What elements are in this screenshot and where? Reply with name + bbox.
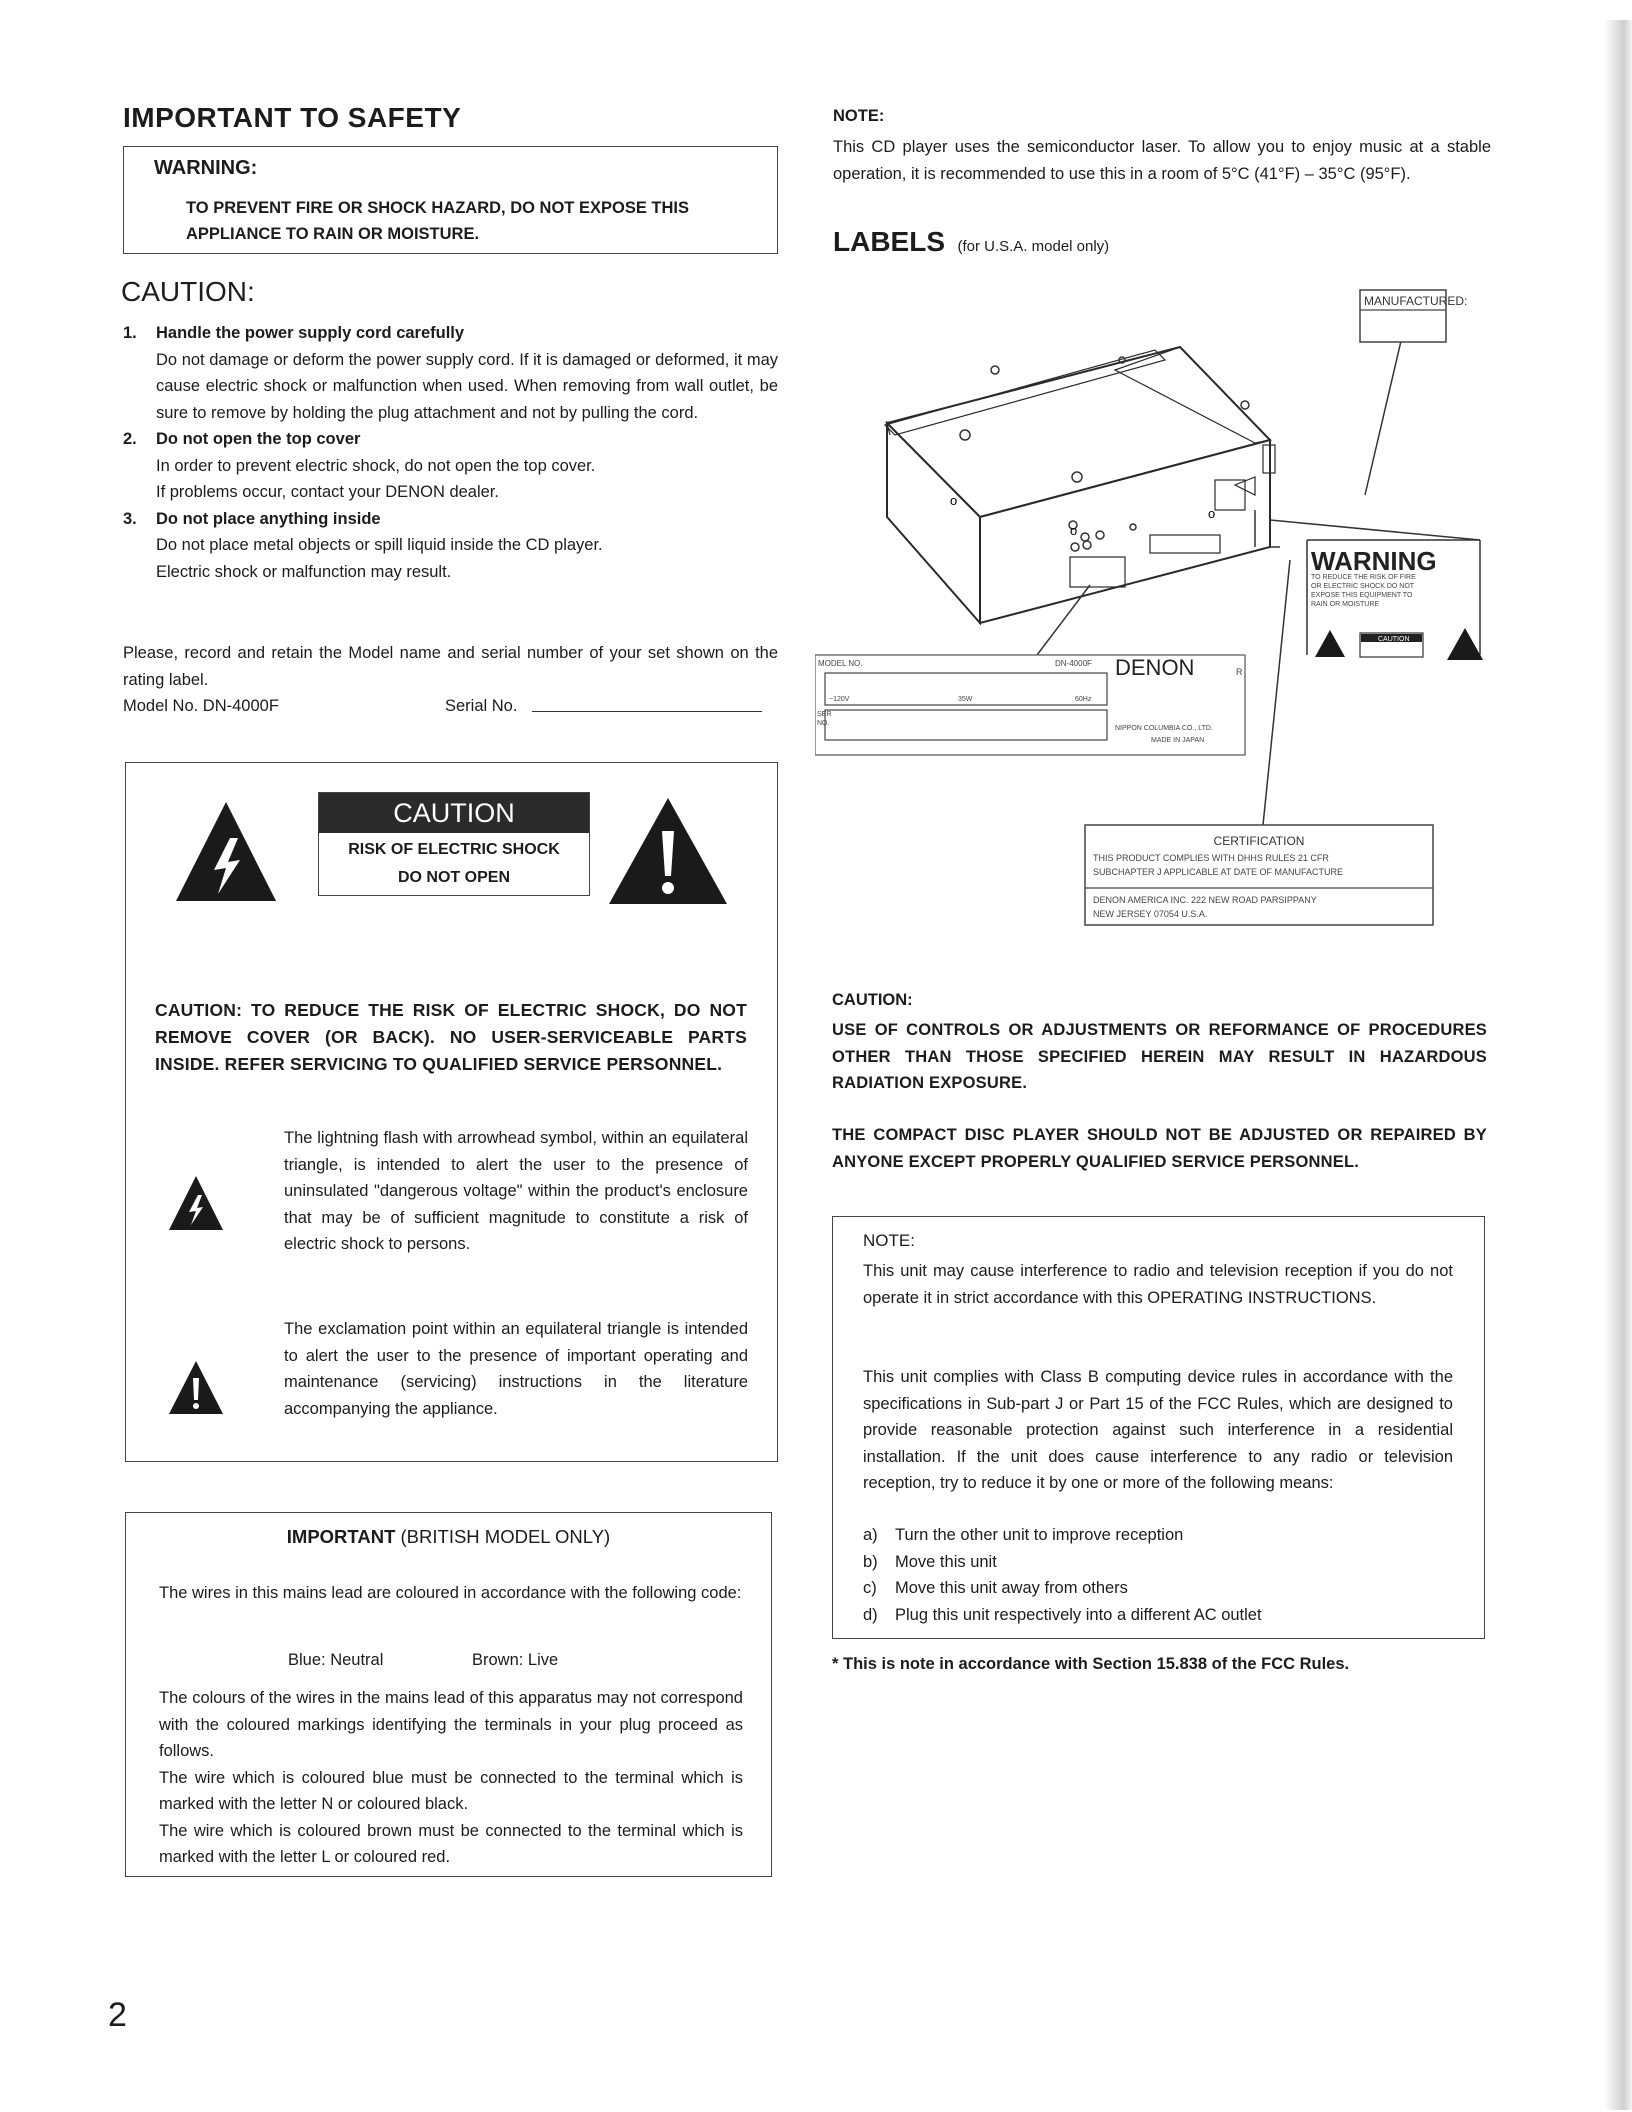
cert-line-2: SUBCHAPTER J APPLICABLE AT DATE OF MANUFACTURE	[1093, 867, 1344, 877]
means-text: Plug this unit respectively into a different AC outlet	[895, 1605, 1262, 1624]
caution2-label: CAUTION:	[832, 991, 913, 1009]
caution2-text: USE OF CONTROLS OR ADJUSTMENTS OR REFORMANCE OF PROCEDURES OTHER THAN THOSE SPECIFIED HEREIN MAY RESULT IN HAZARDOUS RADIATION EXPOSURE.	[832, 1021, 1487, 1092]
screw-mark: o	[950, 493, 958, 508]
fcc-note-label: NOTE:	[863, 1231, 915, 1250]
rating-brand-mark: R	[1236, 667, 1243, 677]
screw-mark: o	[1070, 523, 1078, 538]
list-item	[123, 426, 778, 506]
cert-line-4: NEW JERSEY 07054 U.S.A.	[1093, 909, 1208, 919]
manufactured-text: MANUFACTURED:	[1364, 294, 1468, 308]
fcc-para-1: This unit may cause interference to radio and television reception if you do not operate it in strict accordance with this OPERATING INSTRUCTIONS.	[863, 1262, 1453, 1307]
british-model-box	[125, 1512, 772, 1877]
item-body: If problems occur, contact your DENON dealer.	[156, 483, 499, 501]
wire-brown: Brown: Live	[472, 1651, 559, 1669]
british-para: The wire which is coloured brown must be connected to the terminal which is marked with the letter L or coloured red.	[159, 1821, 743, 1866]
note-label: NOTE:	[833, 107, 885, 125]
british-intro: The wires in this mains lead are coloured in accordance with the following code:	[159, 1584, 742, 1602]
rating-brand: DENON	[1115, 655, 1195, 680]
item-body: Do not place metal objects or spill liquid inside the CD player.	[156, 536, 603, 554]
fcc-means-list	[863, 1522, 1453, 1628]
rating-hz: 60Hz	[1075, 696, 1092, 703]
caution-title: CAUTION:	[121, 276, 255, 307]
model-label: Model No. DN-4000F	[123, 697, 279, 715]
means-text: Turn the other unit to improve reception	[895, 1526, 1184, 1544]
fcc-para-2: This unit complies with Class B computing device rules in accordance with the specifications in Sub-part J or Part 15 of the FCC Rules, which are designed to provide reasonable protection against such interference in a residential installation. If the unit does cause interference to any radio or television reception, try to reduce it by one or more of the following means:	[863, 1368, 1453, 1492]
labels-subtitle: (for U.S.A. model only)	[957, 238, 1110, 255]
item-body: Electric shock or malfunction may result.	[156, 562, 452, 581]
rating-voltage: ~120V	[829, 696, 850, 703]
cert-line-1: THIS PRODUCT COMPLIES WITH DHHS RULES 21 CFR	[1093, 853, 1329, 863]
rating-maker: NIPPON COLUMBIA CO., LTD.	[1115, 725, 1213, 732]
british-para: The wire which is coloured blue must be connected to the terminal which is marked with the letter N or coloured black.	[159, 1768, 743, 1813]
item-body: Do not damage or deform the power supply cord. If it is damaged or deformed, it may cause electric shock or malfunction when used. When removing from wall outlet, be sure to remove by holding the plug attachment and not by pulling the cord.	[156, 350, 778, 422]
banner-line-2: DO NOT OPEN	[397, 869, 510, 886]
rating-watt: 35W	[958, 696, 973, 703]
means-letter: a)	[863, 1526, 878, 1544]
labels-title: LABELS	[833, 226, 945, 257]
caution-list	[123, 320, 778, 585]
means-text: Move this unit away from others	[895, 1579, 1128, 1597]
diagram-warning-small: TO REDUCE THE RISK OF FIRE OR ELECTRIC SHOCK DO NOT EXPOSE THIS EQUIPMENT TO RAIN OR MOISTURE	[1311, 574, 1416, 608]
means-letter: d)	[863, 1605, 878, 1624]
warning-label: WARNING:	[154, 157, 258, 179]
exclamation-triangle-small-icon	[168, 1360, 224, 1415]
british-body	[159, 1685, 743, 1871]
mini-caution-text: CAUTION	[1378, 636, 1410, 643]
warning-text-line-2: APPLIANCE TO RAIN OR MOISTURE.	[186, 225, 480, 243]
labels-heading	[833, 226, 1109, 258]
banner-title: CAUTION	[319, 793, 589, 833]
list-item	[123, 320, 778, 426]
serial-label: Serial No.	[445, 697, 518, 715]
safety-title: IMPORTANT TO SAFETY	[123, 102, 462, 133]
caution-banner	[318, 792, 590, 896]
exclamation-triangle-icon	[607, 796, 729, 906]
item-heading: Do not place anything inside	[156, 509, 381, 528]
rating-model-label: MODEL NO.	[818, 659, 863, 668]
wire-blue: Blue: Neutral	[288, 1651, 384, 1669]
rating-made: MADE IN JAPAN	[1151, 737, 1205, 744]
item-number: 2.	[123, 430, 137, 448]
cd-adjust-text: THE COMPACT DISC PLAYER SHOULD NOT BE ADJUSTED OR REPAIRED BY ANYONE EXCEPT PROPERLY QUALIFIED SERVICE PERSONNEL.	[832, 1126, 1487, 1171]
banner-line-1: RISK OF ELECTRIC SHOCK	[348, 841, 560, 858]
mini-exclamation-icon	[1447, 628, 1483, 660]
list-item	[123, 506, 778, 586]
warning-text-line-1: TO PREVENT FIRE OR SHOCK HAZARD, DO NOT EXPOSE THIS	[186, 199, 689, 217]
british-para: The colours of the wires in the mains lead of this apparatus may not correspond with the coloured markings identifying the terminals in your plug proceed as follows.	[159, 1689, 743, 1760]
diagram-warning-small-holder	[1311, 573, 1423, 623]
british-title	[126, 1526, 771, 1548]
list-item	[863, 1575, 1453, 1602]
means-text: Move this unit	[895, 1552, 997, 1571]
cert-title: CERTIFICATION	[1213, 834, 1305, 848]
rating-ser-holder	[817, 710, 841, 740]
fcc-footnote: * This is note in accordance with Section 15.838 of the FCC Rules.	[832, 1655, 1350, 1673]
record-text: Please, record and retain the Model name and serial number of your set shown on the rating label.	[123, 644, 778, 689]
page-gutter-shadow	[1604, 20, 1632, 2110]
list-item	[863, 1602, 1453, 1629]
mini-lightning-icon	[1315, 630, 1345, 657]
british-title-rest: (BRITISH MODEL ONLY)	[400, 1526, 611, 1547]
diagram-warning-title: WARNING	[1311, 546, 1437, 576]
means-letter: c)	[863, 1579, 877, 1597]
item-number: 1.	[123, 324, 137, 342]
warning-text	[186, 195, 689, 247]
item-heading: Do not open the top cover	[156, 430, 361, 448]
cd-player-drawing	[885, 347, 1275, 623]
page-number: 2	[108, 1996, 127, 2034]
caution-main-text: CAUTION: TO REDUCE THE RISK OF ELECTRIC SHOCK, DO NOT REMOVE COVER (OR BACK). NO USER-SERVICEABLE PARTS INSIDE. REFER SERVICING TO QUALIFIED SERVICE PERSONNEL.	[155, 1000, 747, 1074]
lightning-triangle-icon	[174, 800, 278, 903]
item-number: 3.	[123, 509, 137, 528]
means-letter: b)	[863, 1552, 878, 1571]
labels-diagram	[815, 285, 1505, 935]
caution-box	[125, 762, 778, 1462]
fcc-note-box	[832, 1216, 1485, 1639]
lightning-text: The lightning flash with arrowhead symbol, within an equilateral triangle, is intended to alert the user to the presence of uninsulated "dangerous voltage" within the product's enclosure that may be of sufficient magnitude to constitute a risk of electric shock to persons.	[284, 1129, 748, 1253]
exclamation-text: The exclamation point within an equilateral triangle is intended to alert the user to the presence of important operating and maintenance (servicing) instructions in the literature accompanying the appliance.	[284, 1320, 748, 1418]
note-text: This CD player uses the semiconductor laser. To allow you to enjoy music at a stable operation, it is recommended to use this in a room of 5°C (41°F) – 35°C (95°F).	[833, 138, 1491, 183]
rating-model-value: DN-4000F	[1055, 659, 1092, 668]
cert-line-3: DENON AMERICA INC. 222 NEW ROAD PARSIPPANY	[1093, 895, 1317, 905]
item-heading: Handle the power supply cord carefully	[156, 324, 465, 342]
lightning-triangle-small-icon	[168, 1175, 224, 1231]
british-title-bold: IMPORTANT	[286, 1526, 396, 1547]
item-body: In order to prevent electric shock, do not open the top cover.	[156, 456, 596, 475]
list-item	[863, 1522, 1453, 1549]
list-item	[863, 1549, 1453, 1576]
screw-mark: o	[1208, 506, 1216, 521]
serial-line	[532, 711, 762, 712]
warning-box	[123, 146, 778, 254]
rating-ser: SER NO.	[817, 711, 832, 727]
